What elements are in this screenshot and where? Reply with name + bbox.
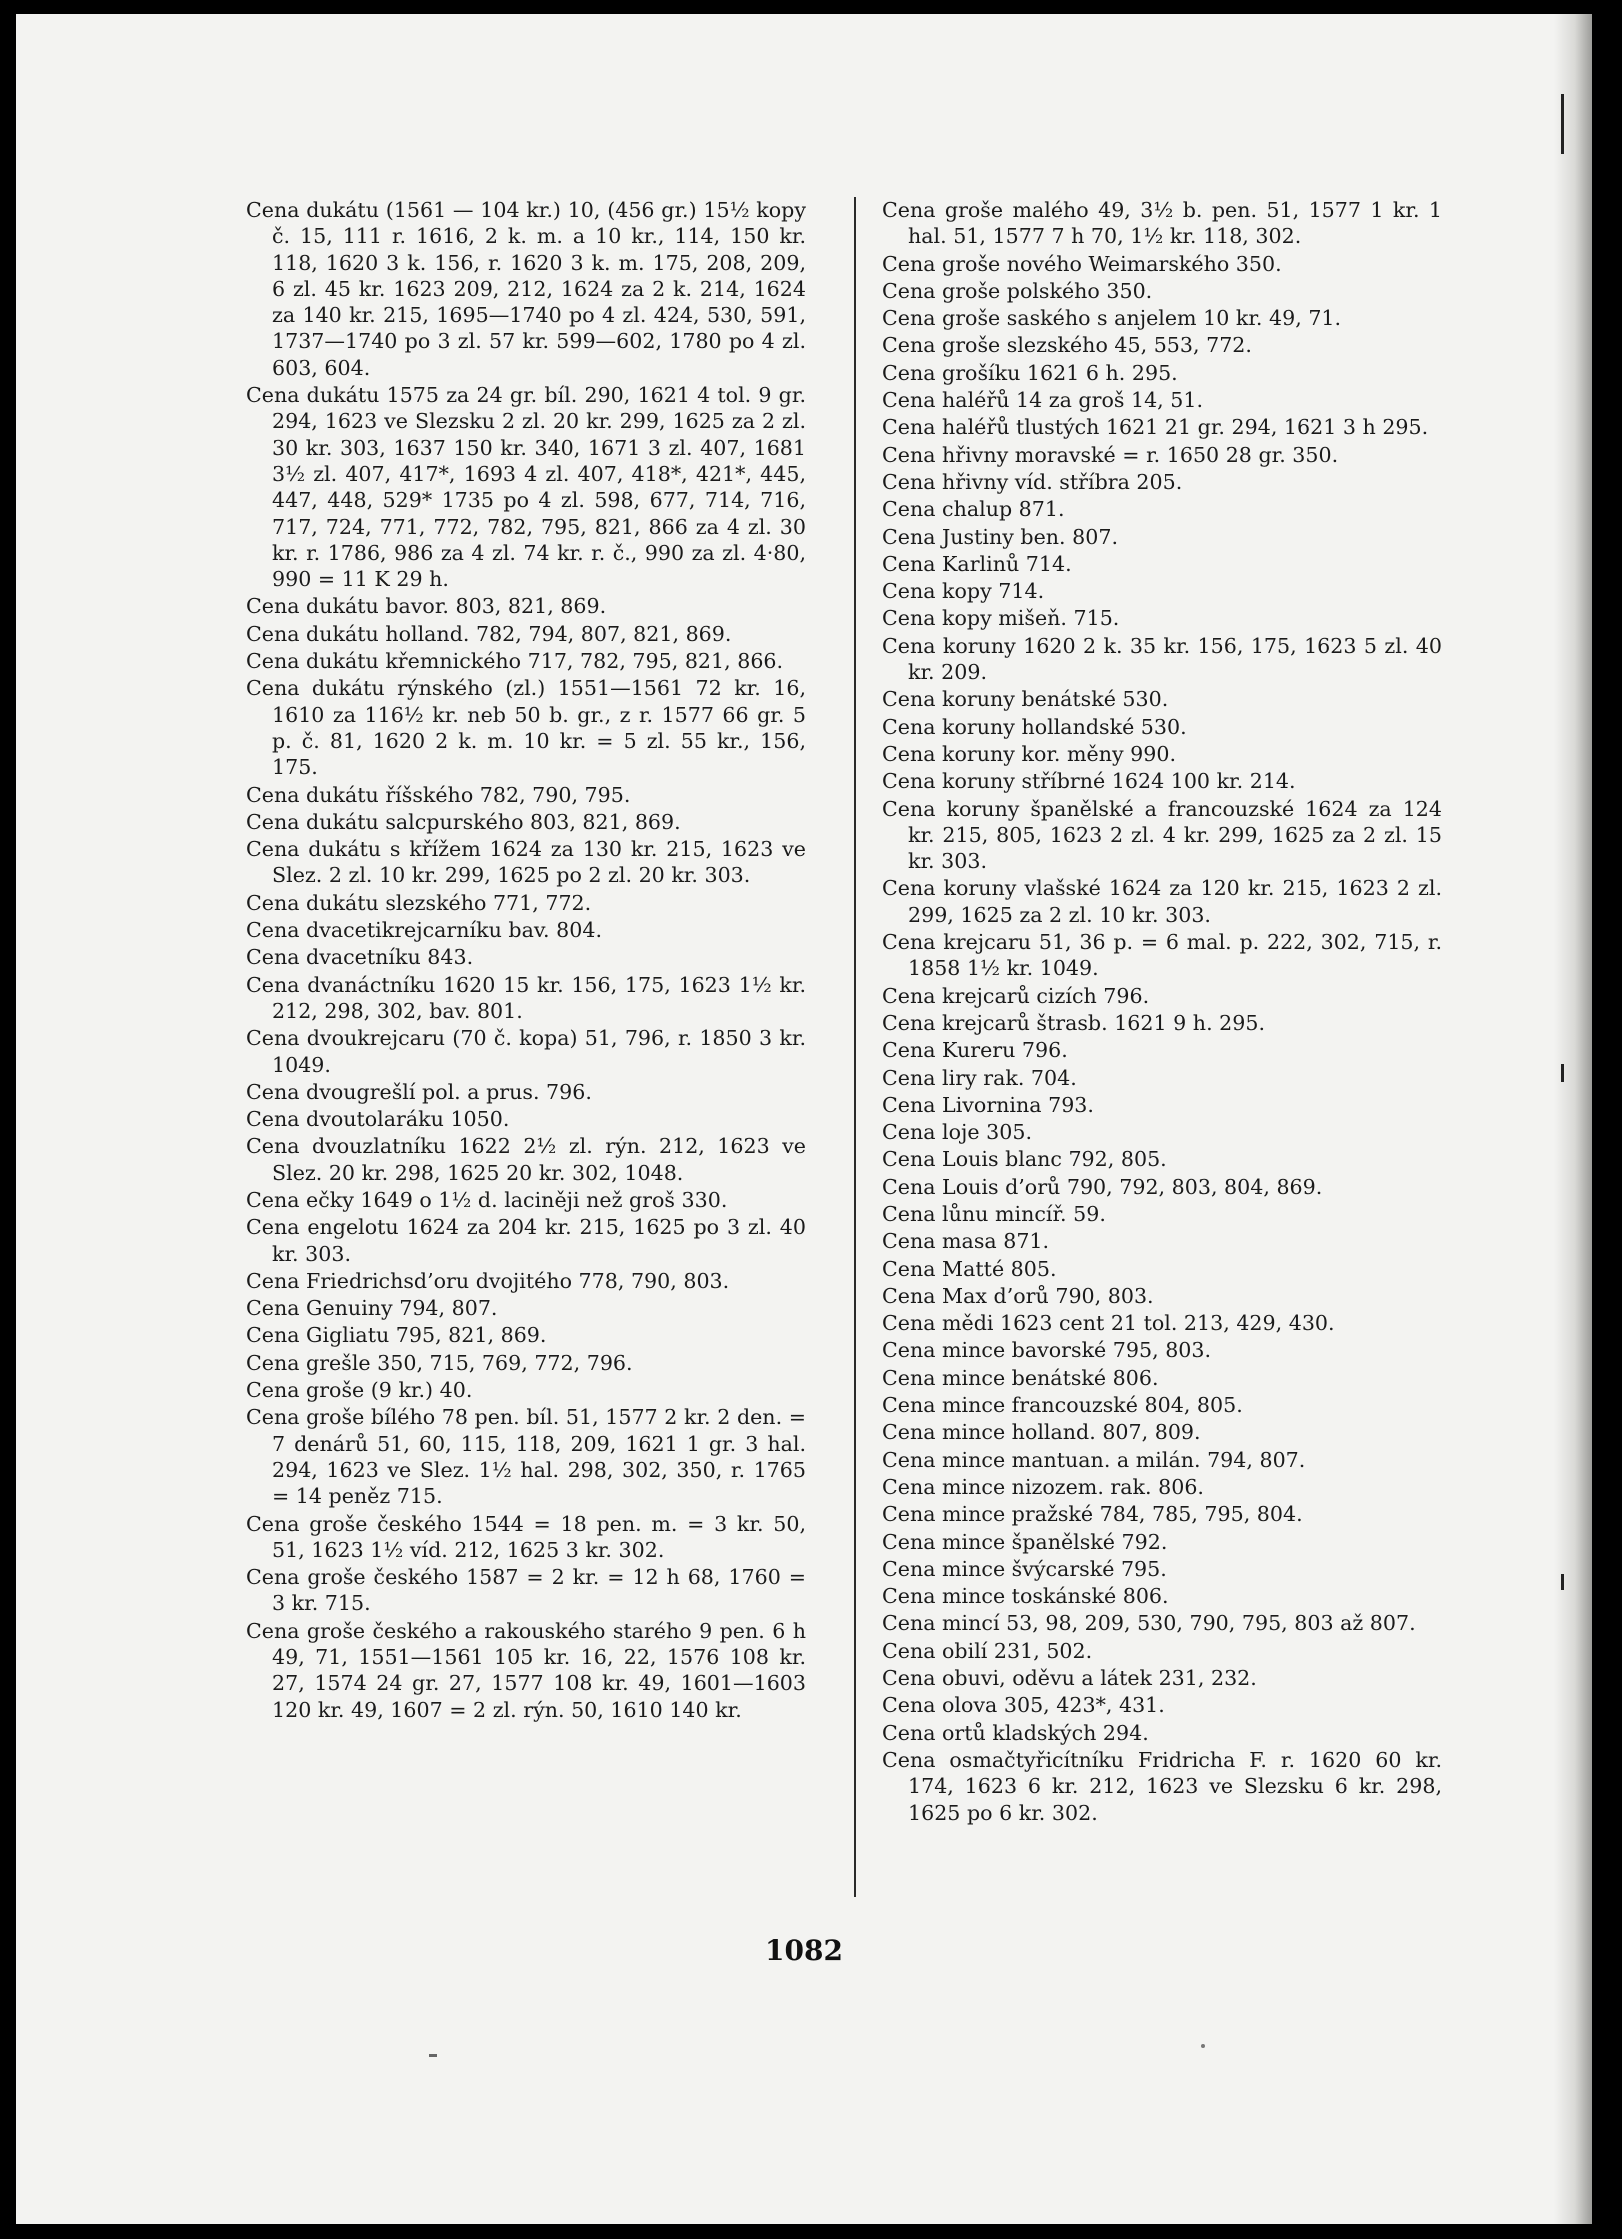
index-entry: Cena Justiny ben. 807. xyxy=(882,524,1119,549)
index-entry: Cena Matté 805. xyxy=(882,1256,1057,1281)
index-entry: Cena dukátu slezského 771, 772. xyxy=(246,890,592,915)
index-entry: Cena osmačtyřicítníku Fridricha F. r. 1620 60 kr. 174, 1623 6 kr. 212, 1623 ve Slezsku 6 kr. 298, 1625 po 6 kr. 302. xyxy=(882,1747,1442,1825)
index-entry: Cena Genuiny 794, 807. xyxy=(246,1296,498,1321)
index-entry: Cena grošíku 1621 6 h. 295. xyxy=(882,360,1178,385)
index-entry: Cena dvacetikrejcarníku bav. 804. xyxy=(246,918,602,943)
index-entry: Cena Karlinů 714. xyxy=(882,551,1072,576)
index-entry: Cena mince pražské 784, 785, 795, 804. xyxy=(882,1502,1303,1527)
binding-mark xyxy=(1561,1574,1564,1590)
index-entry: Cena grešle 350, 715, 769, 772, 796. xyxy=(246,1350,633,1375)
index-entry: Cena mince holland. 807, 809. xyxy=(882,1420,1201,1445)
index-entry: Cena krejcarů štrasb. 1621 9 h. 295. xyxy=(882,1010,1266,1035)
index-entry: Cena groše bílého 78 pen. bíl. 51, 1577 2 kr. 2 den. = 7 denárů 51, 60, 115, 118, 209, 1621 1 gr. 3 hal. 294, 1623 ve Slez. 1½ hal. 298, 302, 350, r. 1765 = 14 peněz 715. xyxy=(246,1405,806,1509)
column-divider xyxy=(854,197,856,1897)
index-entry: Cena Louis blanc 792, 805. xyxy=(882,1147,1167,1172)
index-entry: Cena krejcaru 51, 36 p. = 6 mal. p. 222, 302, 715, r. 1858 1½ kr. 1049. xyxy=(882,930,1442,981)
index-entry: Cena mince francouzské 804, 805. xyxy=(882,1393,1243,1418)
index-column-right xyxy=(882,197,1442,1827)
index-entry: Cena mince benátské 806. xyxy=(882,1365,1159,1390)
index-entry: Cena obuvi, oděvu a látek 231, 232. xyxy=(882,1666,1257,1691)
index-entry: Cena dukátu 1575 za 24 gr. bíl. 290, 1621 4 tol. 9 gr. 294, 1623 ve Slezsku 2 zl. 20 kr. 299, 1625 za 2 zl. 30 kr. 303, 1637 150 kr. 340, 1671 3 zl. 407, 1681 3½ zl. 407, 417*, 1693 4 zl. 407, 418*, 421*, 445, 447, 448, 529* 1735 po 4 zl. 598, 677, 714, 716, 717, 724, 771, 772, 782, 795, 821, 866 za 4 zl. 30 kr. r. 1786, 986 za 4 zl. 74 kr. r. č., 990 za zl. 4·80, 990 = 11 K 29 h. xyxy=(246,383,806,592)
index-entry: Cena mince toskánské 806. xyxy=(882,1584,1169,1609)
scan-speck xyxy=(1201,2044,1205,2048)
index-entry: Cena dvougrešlí pol. a prus. 796. xyxy=(246,1079,592,1104)
index-entry: Cena hřivny víd. stříbra 205. xyxy=(882,469,1183,494)
index-entry: Cena haléřů 14 za groš 14, 51. xyxy=(882,388,1204,413)
page-number: 1082 xyxy=(765,1934,843,1967)
index-entry: Cena groše malého 49, 3½ b. pen. 51, 1577 1 kr. 1 hal. 51, 1577 7 h 70, 1½ kr. 118, 302. xyxy=(882,198,1442,249)
index-entry: Cena krejcarů cizích 796. xyxy=(882,983,1150,1008)
index-entry: Cena koruny španělské a francouzské 1624 za 124 kr. 215, 805, 1623 2 zl. 4 kr. 299, 1625 za 2 zl. 15 kr. 303. xyxy=(882,796,1442,874)
index-entry: Cena Louis d’orů 790, 792, 803, 804, 869. xyxy=(882,1174,1323,1199)
index-column-left xyxy=(246,197,806,1724)
index-entry: Cena engelotu 1624 za 204 kr. 215, 1625 po 3 zl. 40 kr. 303. xyxy=(246,1215,806,1266)
index-entry: Cena dvoukrejcaru (70 č. kopa) 51, 796, r. 1850 3 kr. 1049. xyxy=(246,1026,806,1077)
index-entry: Cena dukátu říšského 782, 790, 795. xyxy=(246,782,631,807)
index-entry: Cena koruny benátské 530. xyxy=(882,687,1169,712)
scan-speck xyxy=(429,2054,437,2057)
index-entry: Cena lůnu mincíř. 59. xyxy=(882,1201,1106,1226)
index-entry: Cena dukátu bavor. 803, 821, 869. xyxy=(246,594,607,619)
index-entry: Cena Livornina 793. xyxy=(882,1092,1094,1117)
index-entry: Cena kopy 714. xyxy=(882,579,1045,604)
index-entry: Cena loje 305. xyxy=(882,1120,1032,1145)
index-entry: Cena mince mantuan. a milán. 794, 807. xyxy=(882,1447,1306,1472)
index-entry: Cena dukátu salcpurského 803, 821, 869. xyxy=(246,809,681,834)
index-entry: Cena mince španělské 792. xyxy=(882,1529,1168,1554)
index-entry: Cena koruny vlašské 1624 za 120 kr. 215, 1623 2 zl. 299, 1625 za 2 zl. 10 kr. 303. xyxy=(882,876,1442,927)
index-entry: Cena groše nového Weimarského 350. xyxy=(882,251,1282,276)
index-entry: Cena groše českého a rakouského starého 9 pen. 6 h 49, 71, 1551—1561 105 kr. 16, 22, 1576 108 kr. 27, 1574 24 gr. 27, 1577 108 kr. 49, 1601—1603 120 kr. 49, 1607 = 2 zl. rýn. 50, 1610 140 kr. xyxy=(246,1618,806,1722)
index-entry: Cena koruny kor. měny 990. xyxy=(882,741,1177,766)
index-entry: Cena masa 871. xyxy=(882,1229,1050,1254)
index-entry: Cena dukátu rýnského (zl.) 1551—1561 72 kr. 16, 1610 za 116½ kr. neb 50 b. gr., z r. 1577 66 gr. 5 p. č. 81, 1620 2 k. m. 10 kr. = 5 zl. 55 kr., 156, 175. xyxy=(246,676,806,780)
page-gutter xyxy=(1554,14,1592,2224)
index-entry: Cena ečky 1649 o 1½ d. laciněji než groš 330. xyxy=(246,1187,728,1212)
index-entry: Cena liry rak. 704. xyxy=(882,1065,1077,1090)
index-entry: Cena Max d’orů 790, 803. xyxy=(882,1283,1154,1308)
index-entry: Cena koruny stříbrné 1624 100 kr. 214. xyxy=(882,769,1296,794)
index-entry: Cena Gigliatu 795, 821, 869. xyxy=(246,1323,547,1348)
index-entry: Cena groše slezského 45, 553, 772. xyxy=(882,333,1252,358)
index-entry: Cena chalup 871. xyxy=(882,497,1065,522)
index-entry: Cena mince bavorské 795, 803. xyxy=(882,1338,1212,1363)
index-entry: Cena koruny hollandské 530. xyxy=(882,714,1187,739)
index-entry: Cena dvoutolaráku 1050. xyxy=(246,1107,510,1132)
index-entry: Cena groše českého 1544 = 18 pen. m. = 3 kr. 50, 51, 1623 1½ víd. 212, 1625 3 kr. 302. xyxy=(246,1511,806,1562)
index-entry: Cena groše polského 350. xyxy=(882,278,1153,303)
index-entry: Cena haléřů tlustých 1621 21 gr. 294, 1621 3 h 295. xyxy=(882,415,1429,440)
scanned-page xyxy=(16,14,1592,2224)
index-entry: Cena dukátu holland. 782, 794, 807, 821, 869. xyxy=(246,621,732,646)
index-entry: Cena hřivny moravské = r. 1650 28 gr. 350. xyxy=(882,442,1339,467)
index-entry: Cena dukátu s křížem 1624 za 130 kr. 215, 1623 ve Slez. 2 zl. 10 kr. 299, 1625 po 2 zl. 20 kr. 303. xyxy=(246,837,806,888)
index-entry: Cena dukátu (1561 — 104 kr.) 10, (456 gr.) 15½ kopy č. 15, 111 r. 1616, 2 k. m. a 10 kr., 114, 150 kr. 118, 1620 3 k. 156, r. 1620 3 k. m. 175, 208, 209, 6 zl. 45 kr. 1623 209, 212, 1624 za 2 k. 214, 1624 za 140 kr. 215, 1695—1740 po 4 zl. 424, 530, 591, 1737—1740 po 3 zl. 57 kr. 599—602, 1780 po 4 zl. 603, 604. xyxy=(246,198,806,380)
index-entry: Cena groše českého 1587 = 2 kr. = 12 h 68, 1760 = 3 kr. 715. xyxy=(246,1565,806,1616)
index-entry: Cena olova 305, 423*, 431. xyxy=(882,1693,1165,1718)
index-entry: Cena groše (9 kr.) 40. xyxy=(246,1378,473,1403)
binding-mark xyxy=(1561,1064,1564,1082)
index-entry: Cena Friedrichsd’oru dvojitého 778, 790, 803. xyxy=(246,1268,730,1293)
index-entry: Cena mědi 1623 cent 21 tol. 213, 429, 430. xyxy=(882,1311,1335,1336)
index-entry: Cena kopy mišeň. 715. xyxy=(882,606,1120,631)
index-entry: Cena ortů kladských 294. xyxy=(882,1720,1149,1745)
index-entry: Cena groše saského s anjelem 10 kr. 49, 71. xyxy=(882,306,1342,331)
index-entry: Cena mince švýcarské 795. xyxy=(882,1556,1167,1581)
index-entry: Cena dvanáctníku 1620 15 kr. 156, 175, 1623 1½ kr. 212, 298, 302, bav. 801. xyxy=(246,972,806,1023)
index-entry: Cena mincí 53, 98, 209, 530, 790, 795, 803 až 807. xyxy=(882,1611,1416,1636)
index-entry: Cena mince nizozem. rak. 806. xyxy=(882,1474,1204,1499)
index-entry: Cena koruny 1620 2 k. 35 kr. 156, 175, 1623 5 zl. 40 kr. 209. xyxy=(882,633,1442,685)
index-entry: Cena dvacetníku 843. xyxy=(246,945,474,970)
index-entry: Cena dvouzlatníku 1622 2½ zl. rýn. 212, 1623 ve Slez. 20 kr. 298, 1625 20 kr. 302, 1048. xyxy=(246,1134,806,1185)
index-entry: Cena obilí 231, 502. xyxy=(882,1638,1093,1663)
index-entry: Cena Kureru 796. xyxy=(882,1038,1068,1063)
binding-mark xyxy=(1561,94,1564,154)
index-entry: Cena dukátu křemnického 717, 782, 795, 821, 866. xyxy=(246,649,784,674)
